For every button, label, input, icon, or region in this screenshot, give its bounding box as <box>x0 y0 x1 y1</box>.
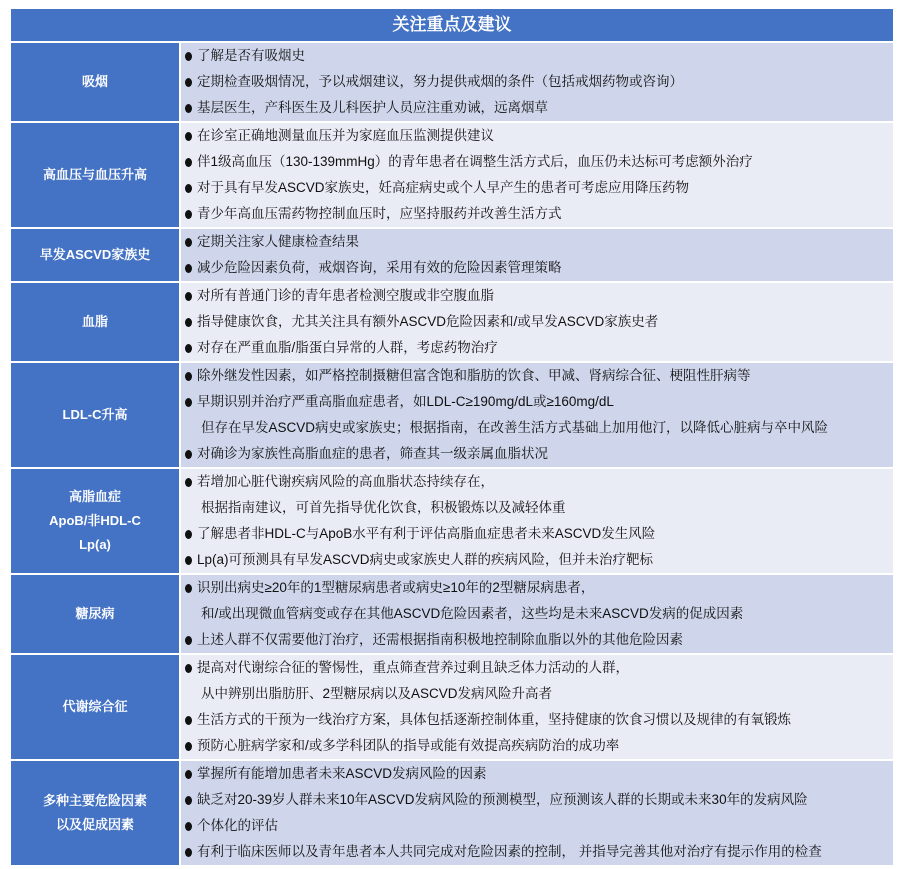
category-label: 血脂 <box>81 314 108 329</box>
recommendation-item <box>185 43 893 69</box>
bullet-icon <box>185 848 192 857</box>
bullet-icon <box>185 450 192 459</box>
row-recommendations <box>181 363 893 467</box>
recommendation-text: 基层医生，产科医生及儿科医护人员应注重劝诫，远离烟草 <box>197 100 548 115</box>
recommendation-text: 但存在早发ASCVD病史或家族史；根据指南，在改善生活方式基础上加用他汀，以降低心脏病与卒中风险 <box>201 420 829 435</box>
bullet-icon <box>185 264 192 273</box>
recommendation-text: 和/或出现微血管病变或存在其他ASCVD危险因素者，这些均是未来ASCVD发病的促成因素 <box>201 606 744 621</box>
row-category <box>11 283 179 361</box>
recommendation-item <box>185 335 893 361</box>
recommendation-item <box>185 761 893 787</box>
bullet-icon <box>185 344 192 353</box>
recommendation-item <box>185 707 893 733</box>
recommendations-table <box>11 9 893 867</box>
recommendation-text: 指导健康饮食，尤其关注具有额外ASCVD危险因素和/或早发ASCVD家族史者 <box>197 314 659 329</box>
bullet-icon <box>185 556 192 565</box>
bullet-icon <box>185 158 192 167</box>
category-label: 早发ASCVD家族史 <box>39 247 151 262</box>
bullet-icon <box>185 636 192 645</box>
table-title: 关注重点及建议 <box>11 9 893 41</box>
recommendation-item <box>185 495 893 521</box>
row-recommendations <box>181 469 893 573</box>
recommendation-item <box>185 655 893 681</box>
recommendation-text: 对确诊为家族性高脂血症的患者，筛查其一级亲属血脂状况 <box>197 446 548 461</box>
table-body <box>11 43 893 865</box>
recommendation-text: 提高对代谢综合征的警惕性，重点筛查营养过剩且缺乏体力活动的人群， <box>197 660 629 675</box>
category-label: 代谢综合征 <box>62 699 128 714</box>
recommendation-text: 青少年高血压需药物控制血压时，应坚持服药并改善生活方式 <box>197 206 562 221</box>
row-recommendations <box>181 123 893 227</box>
recommendation-item <box>185 255 893 281</box>
recommendation-text: 对于具有早发ASCVD家族史，妊高症病史或个人早产生的患者可考虑应用降压药物 <box>197 180 690 195</box>
bullet-icon <box>185 184 192 193</box>
recommendation-item <box>185 363 893 389</box>
recommendation-text: 若增加心脏代谢疾病风险的高血脂状态持续存在， <box>197 474 494 489</box>
recommendation-item <box>185 123 893 149</box>
row-category <box>11 43 179 121</box>
recommendation-text: 上述人群不仅需要他汀治疗，还需根据指南积极地控制除血脂以外的其他危险因素 <box>197 632 683 647</box>
recommendation-item <box>185 521 893 547</box>
row-category <box>11 123 179 227</box>
recommendation-text: 了解患者非HDL-C与ApoB水平有利于评估高脂血症患者未来ASCVD发生风险 <box>197 526 656 541</box>
bullet-icon <box>185 210 192 219</box>
row-recommendations <box>181 43 893 121</box>
recommendation-item <box>185 201 893 227</box>
table-row <box>11 575 893 653</box>
recommendation-text: 定期关注家人健康检查结果 <box>197 234 359 249</box>
recommendation-item <box>185 627 893 653</box>
recommendation-text: 从中辨别出脂肪肝、2型糖尿病以及ASCVD发病风险升高者 <box>201 686 553 701</box>
bullet-icon <box>185 742 192 751</box>
recommendation-text: 个体化的评估 <box>197 818 278 833</box>
bullet-icon <box>185 398 192 407</box>
recommendation-item <box>185 601 893 627</box>
recommendation-item <box>185 175 893 201</box>
table-row <box>11 229 893 281</box>
recommendation-text: 减少危险因素负荷，戒烟咨询，采用有效的危险因素管理策略 <box>197 260 562 275</box>
bullet-icon <box>185 716 192 725</box>
table-row <box>11 43 893 121</box>
recommendation-text: Lp(a)可预测具有早发ASCVD病史或家族史人群的疾病风险，但并未治疗靶标 <box>197 552 654 567</box>
bullet-icon <box>185 238 192 247</box>
bullet-icon <box>185 822 192 831</box>
recommendation-item <box>185 547 893 573</box>
bullet-icon <box>185 52 192 61</box>
row-recommendations <box>181 761 893 865</box>
recommendation-item <box>185 575 893 601</box>
recommendation-item <box>185 415 893 441</box>
recommendation-text: 有利于临床医师以及青年患者本人共同完成对危险因素的控制， 并指导完善其他对治疗有提示作用的检查 <box>197 844 822 859</box>
row-category <box>11 575 179 653</box>
recommendation-item <box>185 229 893 255</box>
category-label: 糖尿病 <box>75 606 115 621</box>
bullet-icon <box>185 318 192 327</box>
row-recommendations <box>181 575 893 653</box>
row-category <box>11 363 179 467</box>
table-row <box>11 469 893 573</box>
bullet-icon <box>185 478 192 487</box>
recommendation-text: 缺乏对20-39岁人群未来10年ASCVD发病风险的预测模型，应预测该人群的长期或未来30年的发病风险 <box>197 792 808 807</box>
bullet-icon <box>185 104 192 113</box>
recommendation-item <box>185 839 893 865</box>
category-label: 以及促成因素 <box>55 817 134 832</box>
row-recommendations <box>181 655 893 759</box>
recommendation-item <box>185 69 893 95</box>
recommendation-text: 掌握所有能增加患者未来ASCVD发病风险的因素 <box>197 766 487 781</box>
recommendation-item <box>185 813 893 839</box>
recommendation-text: 生活方式的干预为一线治疗方案，具体包括逐渐控制体重，坚持健康的饮食习惯以及规律的有氧锻炼 <box>197 712 791 727</box>
category-label: 多种主要危险因素 <box>42 793 147 808</box>
category-label: 高脂血症 <box>68 489 121 504</box>
bullet-icon <box>185 132 192 141</box>
row-category <box>11 229 179 281</box>
recommendation-text: 了解是否有吸烟史 <box>197 48 305 63</box>
recommendation-item <box>185 309 893 335</box>
recommendation-text: 识别出病史≥20年的1型糖尿病患者或病史≥10年的2型糖尿病患者， <box>197 580 595 595</box>
category-label: Lp(a) <box>79 537 111 552</box>
row-category <box>11 761 179 865</box>
recommendation-item <box>185 787 893 813</box>
bullet-icon <box>185 78 192 87</box>
recommendation-text: 伴1级高血压（130-139mmHg）的青年患者在调整生活方式后，血压仍未达标可考虑额外治疗 <box>197 154 753 169</box>
category-label: ApoB/非HDL-C <box>49 513 141 528</box>
bullet-icon <box>185 292 192 301</box>
table-row <box>11 761 893 865</box>
recommendation-item <box>185 733 893 759</box>
recommendation-text: 对所有普通门诊的青年患者检测空腹或非空腹血脂 <box>197 288 494 303</box>
recommendation-text: 根据指南建议，可首先指导优化饮食，积极锻炼以及减轻体重 <box>201 500 566 515</box>
bullet-icon <box>185 584 192 593</box>
recommendation-item <box>185 441 893 467</box>
row-category <box>11 469 179 573</box>
recommendation-text: 在诊室正确地测量血压并为家庭血压监测提供建议 <box>197 128 494 143</box>
table-row <box>11 123 893 227</box>
bullet-icon <box>185 664 192 673</box>
bullet-icon <box>185 372 192 381</box>
recommendation-item <box>185 149 893 175</box>
row-recommendations <box>181 229 893 281</box>
bullet-icon <box>185 530 192 539</box>
recommendation-item <box>185 681 893 707</box>
recommendation-item <box>185 95 893 121</box>
category-label: 吸烟 <box>81 74 108 89</box>
row-recommendations <box>181 283 893 361</box>
recommendation-item <box>185 283 893 309</box>
recommendation-text: 对存在严重血脂/脂蛋白异常的人群，考虑药物治疗 <box>197 340 498 355</box>
category-label: 高血压与血压升高 <box>42 167 147 182</box>
row-category <box>11 655 179 759</box>
bullet-icon <box>185 770 192 779</box>
recommendation-text: 定期检查吸烟情况，予以戒烟建议，努力提供戒烟的条件（包括戒烟药物或咨询） <box>197 74 683 89</box>
table-row <box>11 363 893 467</box>
category-label: LDL-C升高 <box>62 407 128 422</box>
table-row <box>11 655 893 759</box>
recommendation-text: 预防心脏病学家和/或多学科团队的指导或能有效提高疾病防治的成功率 <box>197 738 620 753</box>
recommendation-text: 早期识别并治疗严重高脂血症患者，如LDL-C≥190mg/dL或≥160mg/dL <box>197 394 614 409</box>
recommendation-text: 除外继发性因素，如严格控制摄糖但富含饱和脂肪的饮食、甲减、肾病综合征、梗阻性肝病等 <box>197 368 751 383</box>
bullet-icon <box>185 796 192 805</box>
recommendation-item <box>185 469 893 495</box>
table-row <box>11 283 893 361</box>
recommendation-item <box>185 389 893 415</box>
